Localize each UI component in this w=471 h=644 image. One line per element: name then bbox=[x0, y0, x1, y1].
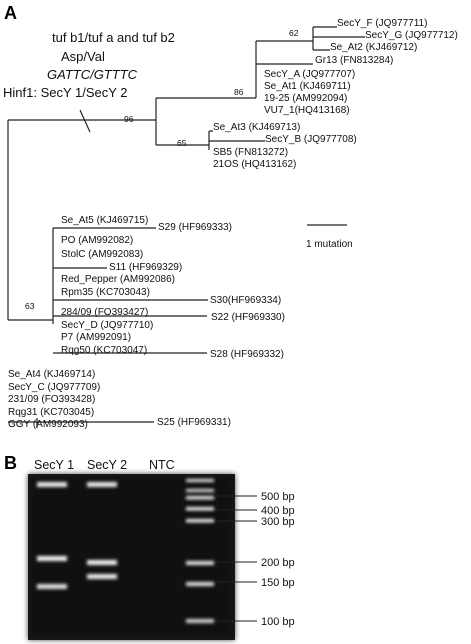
taxon-label: 19-25 (AM992094) bbox=[264, 93, 348, 104]
hinf1-site-mark bbox=[80, 110, 90, 132]
taxon-label: S29 (HF969333) bbox=[158, 222, 232, 233]
taxon-label: 21OS (HQ413162) bbox=[213, 159, 297, 170]
ladder-label-100: 100 bp bbox=[261, 616, 295, 628]
taxon-label: StolC (AM992083) bbox=[61, 249, 144, 260]
ladder-label-400: 400 bp bbox=[261, 505, 295, 517]
taxon-label: Se_At3 (KJ469713) bbox=[213, 122, 301, 133]
lane-label-secy2: SecY 2 bbox=[87, 458, 128, 472]
taxon-label: SecY_A (JQ977707) bbox=[264, 69, 356, 80]
taxon-label: P7 (AM992091) bbox=[61, 332, 132, 343]
bootstrap-62: 62 bbox=[289, 28, 299, 38]
taxon-label: SecY_B (JQ977708) bbox=[265, 134, 357, 145]
taxon-label: S22 (HF969330) bbox=[211, 312, 285, 323]
taxon-label: Rqg31 (KC703045) bbox=[8, 407, 95, 418]
bootstrap-96: 96 bbox=[124, 114, 134, 124]
header-tuf-line: tuf b1/tuf a and tuf b2 bbox=[52, 30, 175, 45]
header-sequence: GATTC/GTTTC bbox=[47, 67, 138, 82]
scale-label: 1 mutation bbox=[306, 239, 353, 250]
taxon-label: 231/09 (FO393428) bbox=[8, 394, 96, 405]
header-hinf1: Hinf1: SecY 1/SecY 2 bbox=[3, 85, 128, 100]
taxon-label: 284/09 (FO393427) bbox=[61, 307, 149, 318]
lane-label-secy1: SecY 1 bbox=[34, 458, 75, 472]
taxon-label: Se_At5 (KJ469715) bbox=[61, 215, 149, 226]
lane-label-ntc: NTC bbox=[149, 458, 175, 472]
ladder-label-150: 150 bp bbox=[261, 577, 295, 589]
taxon-label: GGY (AM992093) bbox=[8, 419, 88, 430]
ladder-label-300: 300 bp bbox=[261, 516, 295, 528]
gel-image bbox=[28, 474, 235, 640]
taxon-label: SecY_F (JQ977711) bbox=[337, 18, 428, 29]
taxon-label: PO (AM992082) bbox=[61, 235, 134, 246]
taxon-label: Se_At1 (KJ469711) bbox=[264, 81, 351, 92]
taxon-label: VU7_1(HQ413168) bbox=[264, 105, 350, 116]
bootstrap-63: 63 bbox=[25, 301, 35, 311]
taxon-label: SecY_G (JQ977712) bbox=[365, 30, 458, 41]
taxon-label: S25 (HF969331) bbox=[157, 417, 231, 428]
taxon-label: Rqg50 (KC703047) bbox=[61, 345, 148, 356]
taxon-label: Red_Pepper (AM992086) bbox=[61, 274, 175, 285]
ladder-label-500: 500 bp bbox=[261, 491, 295, 503]
taxon-label: SecY_C (JQ977709) bbox=[8, 382, 101, 393]
taxon-label: SecY_D (JQ977710) bbox=[61, 320, 154, 331]
taxon-label: Rpm35 (KC703043) bbox=[61, 287, 150, 298]
taxon-label: Gr13 (FN813284) bbox=[315, 55, 394, 66]
bootstrap-86: 86 bbox=[234, 87, 244, 97]
panel-b-label: B bbox=[4, 453, 17, 473]
taxon-label: S28 (HF969332) bbox=[210, 349, 284, 360]
header-asp-val: Asp/Val bbox=[61, 49, 105, 64]
ladder-label-200: 200 bp bbox=[261, 557, 295, 569]
panel-a-label: A bbox=[4, 3, 17, 23]
bootstrap-65: 65 bbox=[177, 138, 187, 148]
taxon-label: SB5 (FN813272) bbox=[213, 147, 289, 158]
taxon-label: S11 (HF969329) bbox=[109, 262, 183, 273]
taxon-label: Se_At4 (KJ469714) bbox=[8, 369, 96, 380]
taxon-label: S30(HF969334) bbox=[210, 295, 282, 306]
taxon-label: Se_At2 (KJ469712) bbox=[330, 42, 418, 53]
